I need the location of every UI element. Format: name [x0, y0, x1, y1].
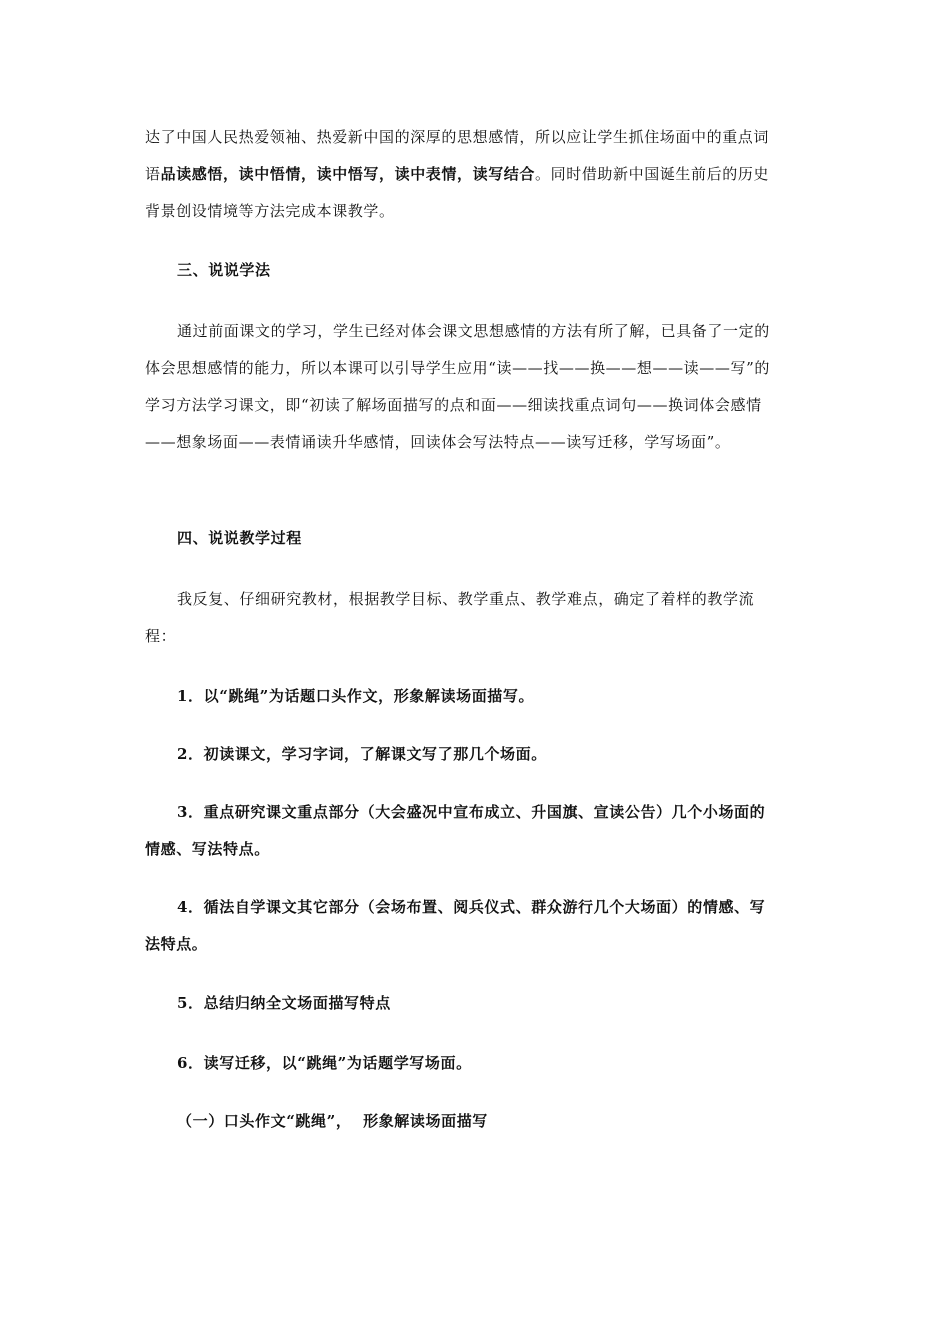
step-text: 1．以“跳绳”为话题口头作文，形象解读场面描写。	[177, 687, 535, 705]
section3-body	[145, 313, 770, 461]
intro-text-bold: 品读感悟，读中悟情，读中悟写，读中表情，读写结合	[160, 165, 536, 183]
step-text: 5．总结归纳全文场面描写特点	[177, 994, 391, 1012]
intro-text-1: 达了中国人民热爱领袖、热爱新中国的深厚的思想感情，所以应让学生抓住场面中的重点词语	[145, 128, 770, 183]
subsection-text: （一）口头作文“跳绳”， 形象解读场面描写	[177, 1112, 488, 1130]
subsection-heading	[177, 1103, 770, 1140]
intro-text-3: 。同时借助新中国诞生前后的历史背景创设情境等方法完成本课教学。	[145, 165, 770, 220]
section4-heading: 四、说说教学过程	[177, 529, 302, 547]
section4-intro	[145, 581, 770, 655]
step-text: 6．读写迁移，以“跳绳”为话题学写场面。	[177, 1054, 472, 1072]
step-2	[145, 736, 770, 773]
section3-paragraph: 通过前面课文的学习，学生已经对体会课文思想感情的方法有所了解，已具备了一定的体会思想感情的能力，所以本课可以引导学生应用“读——找——换——想——读——写”的学习方法学习课文，即“初读了解场面描写的点和面——细读找重点词句——换词体会感情——想象场面——表情诵读升华感情，回读体会写法特点——读写迁移，学写场面”。	[145, 322, 770, 451]
step-5	[145, 985, 770, 1022]
section3-heading: 三、说说学法	[177, 261, 271, 279]
paragraph-intro	[145, 119, 770, 230]
step-6	[145, 1045, 770, 1082]
step-1	[145, 678, 770, 715]
step-3	[145, 794, 770, 868]
section4-intro-paragraph: 我反复、仔细研究教材，根据教学目标、教学重点、教学难点，确定了着样的教学流程：	[145, 590, 755, 645]
step-text: 4．循法自学课文其它部分（会场布置、阅兵仪式、群众游行几个大场面）的情感、写法特点。	[145, 898, 766, 953]
step-text: 3．重点研究课文重点部分（大会盛况中宣布成立、升国旗、宣读公告）几个小场面的情感、写法特点。	[145, 803, 766, 858]
step-text: 2．初读课文，学习字词，了解课文写了那几个场面。	[177, 745, 547, 763]
step-4	[145, 889, 770, 963]
